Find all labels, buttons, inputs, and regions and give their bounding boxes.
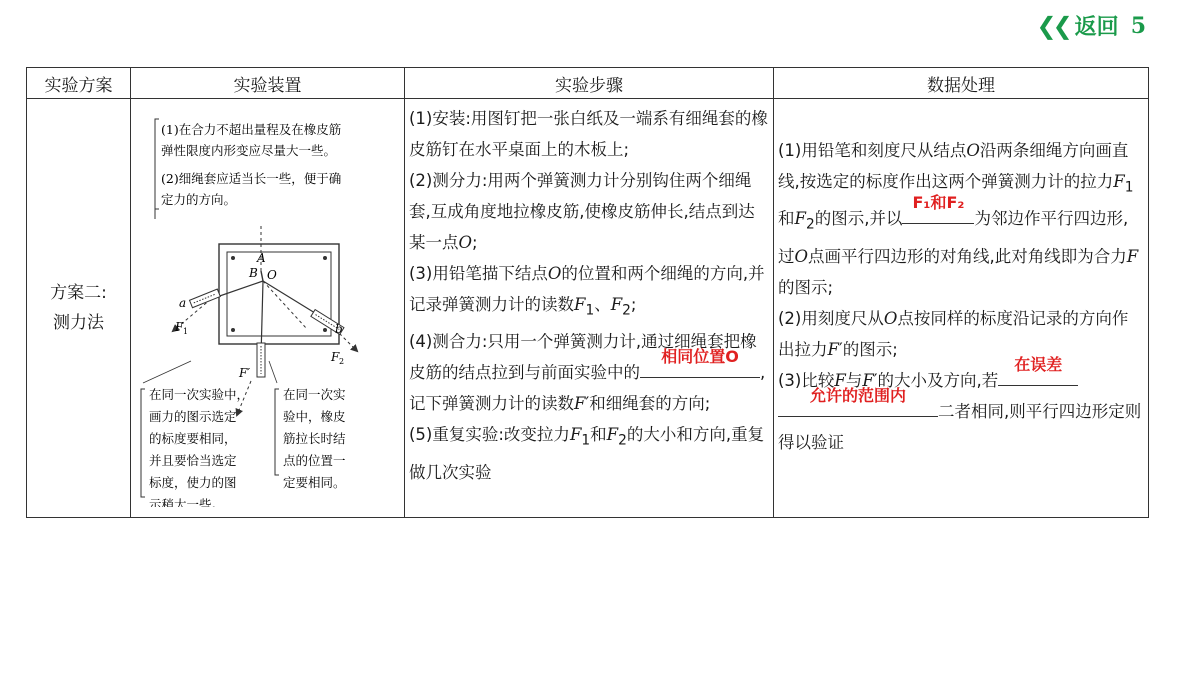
scheme-line-2: 测力法 (53, 313, 104, 333)
note-left-5: 标度，使力的图 (149, 475, 237, 490)
double-chevron-left-icon: ❮❮ (1036, 11, 1069, 40)
spring-scale-a-icon (190, 289, 221, 308)
note-right-1: 在同一次实 (283, 387, 346, 402)
label-B: B (249, 266, 258, 280)
note-top-4: 定力的方向。 (161, 192, 237, 207)
step-3: (3)用铅笔描下结点 (409, 264, 548, 283)
steps-cell (405, 99, 774, 518)
step-4-end: ′和细绳套的方向; (585, 394, 711, 414)
step-5-and: 和 (590, 425, 607, 445)
label-Fprime: F′ (239, 366, 251, 380)
var-O: O (458, 233, 473, 252)
note-left-4: 并且要恰当选定 (149, 453, 237, 468)
sub-1: 1 (581, 432, 591, 449)
var-O: O (883, 308, 898, 328)
label-F1: F (175, 320, 184, 334)
proc-1f: 点画平行四边形的对角线,此对角线即为合力 (808, 246, 1127, 266)
proc-1e: 为邻边作平行四边形,过 (778, 209, 1129, 266)
var-F: F (834, 370, 846, 390)
var-F: F (862, 370, 874, 390)
table-header-row (27, 68, 1149, 99)
var-O: O (794, 246, 809, 266)
board-inner (227, 252, 331, 336)
proc-1: (1)用铅笔和刻度尺从结点 (778, 141, 967, 160)
spring-scale-fprime-icon (257, 343, 265, 377)
note-top-1: (1)在合力不超出量程及在橡皮筋 (161, 122, 342, 137)
proc-3c: ′的大小及方向,若 (873, 370, 999, 390)
note-top-2: 弹性限度内形变应尽量大一些。 (161, 143, 337, 158)
proc-3d: 二者相同,则平行四边形定则得以验证 (778, 401, 1142, 452)
var-F: F (1126, 246, 1139, 266)
note-top-3: (2)细绳套应适当长一些，便于确 (161, 171, 342, 186)
var-F: F (574, 394, 586, 414)
label-a: a (179, 296, 187, 310)
header-apparatus: 实验装置 (131, 68, 405, 99)
answer-blank-error-2[interactable] (778, 385, 938, 417)
proc-1c: 和 (778, 209, 795, 229)
note-left-6: 示稍大一些。 (149, 497, 225, 507)
apparatus-diagram (131, 99, 405, 507)
var-F2: F (794, 209, 806, 229)
note-right-2: 验中，橡皮 (283, 409, 346, 424)
var-F1: F (574, 295, 586, 314)
var-F1: F (569, 425, 582, 445)
proc-3: (3)比较 (778, 370, 835, 390)
step-4: (4)测合力:只用一个弹簧测力计,通过细绳套把橡皮筋的结点拉到与前面实验中的 (409, 332, 757, 383)
proc-2: (2)用刻度尺从 (778, 308, 884, 328)
proc-3b: 与 (845, 370, 863, 390)
header-processing: 数据处理 (774, 68, 1149, 99)
step-2-end: ; (472, 233, 478, 252)
var-O: O (547, 264, 562, 283)
note-left-3: 的标度要相同， (149, 431, 237, 446)
note-left-1: 在同一次实验中， (149, 387, 250, 402)
var-F1: F (1113, 172, 1125, 191)
label-b: b (335, 322, 343, 336)
label-F1-sub: 1 (183, 327, 189, 336)
answer-allowed-range: 允许的范围内 (809, 385, 906, 405)
proc-2c: ′的图示; (838, 339, 898, 359)
step-3-end: ; (630, 295, 637, 314)
page-number: 5 (1130, 12, 1146, 39)
label-F2: F (331, 350, 340, 364)
step-2: (2)测分力:用两个弹簧测力计分别钩住两个细绳套,互成角度地拉橡皮筋,使橡皮筋伸长,结点到达某一点 (409, 171, 755, 252)
label-O: O (267, 268, 277, 282)
experiment-table (26, 67, 1149, 518)
apparatus-cell (131, 99, 405, 518)
note-left-2: 画力的图示选定 (149, 409, 237, 424)
label-F2-sub: 2 (339, 357, 345, 366)
scheme-cell (27, 99, 131, 518)
var-F2: F (606, 425, 619, 445)
board-outer (219, 244, 339, 344)
header-steps: 实验步骤 (405, 68, 774, 99)
step-3-sep: 、 (594, 295, 611, 314)
label-A: A (257, 251, 266, 265)
step-4-mid: ,记下弹簧测力计的读数 (409, 363, 766, 414)
answer-blank-forces[interactable] (902, 193, 974, 224)
note-right-3: 筋拉长时结 (283, 431, 346, 446)
sub-2: 2 (805, 216, 815, 233)
var-F: F (827, 339, 839, 359)
step-1: (1)安装:用图钉把一张白纸及一端系有细绳套的橡皮筋钉在水平桌面上的木板上; (409, 109, 768, 159)
note-right-4: 点的位置一 (283, 453, 346, 468)
sub-1: 1 (585, 302, 595, 319)
proc-2b: 点按同样的标度沿记录的方向作出拉力 (778, 308, 1129, 359)
var-O: O (966, 141, 980, 160)
header-scheme: 实验方案 (27, 68, 131, 99)
answer-same-position: 相同位置O (661, 347, 739, 367)
note-right-5: 定要相同。 (283, 475, 346, 490)
answer-blank-error-1[interactable] (998, 354, 1078, 386)
back-label: 返回 (1074, 15, 1119, 40)
var-F2: F (610, 295, 623, 314)
step-3-mid: 的位置和两个细绳的方向,并记录弹簧测力计的读数 (409, 264, 765, 314)
step-5: (5)重复实验:改变拉力 (409, 425, 570, 445)
back-button[interactable] (1036, 10, 1146, 41)
sub-2: 2 (618, 432, 627, 449)
step-5-end: 的大小和方向,重复做几次实验 (409, 425, 765, 482)
proc-1g: 的图示; (778, 277, 834, 297)
processing-cell (774, 99, 1149, 518)
proc-1b: 沿两条细绳方向画直线,按选定的标度作出这两个弹簧测力计的拉力 (778, 141, 1129, 191)
proc-1d: 的图示,并以 (814, 209, 903, 229)
scheme-line-1: 方案二: (50, 283, 107, 303)
sub-2: 2 (622, 302, 631, 319)
table-row (27, 99, 1149, 518)
answer-within-error: 在误差 (1014, 354, 1063, 374)
sub-1: 1 (1124, 179, 1134, 196)
answer-f1-f2: F₁和F₂ (912, 193, 965, 213)
answer-blank-position[interactable] (640, 347, 760, 378)
